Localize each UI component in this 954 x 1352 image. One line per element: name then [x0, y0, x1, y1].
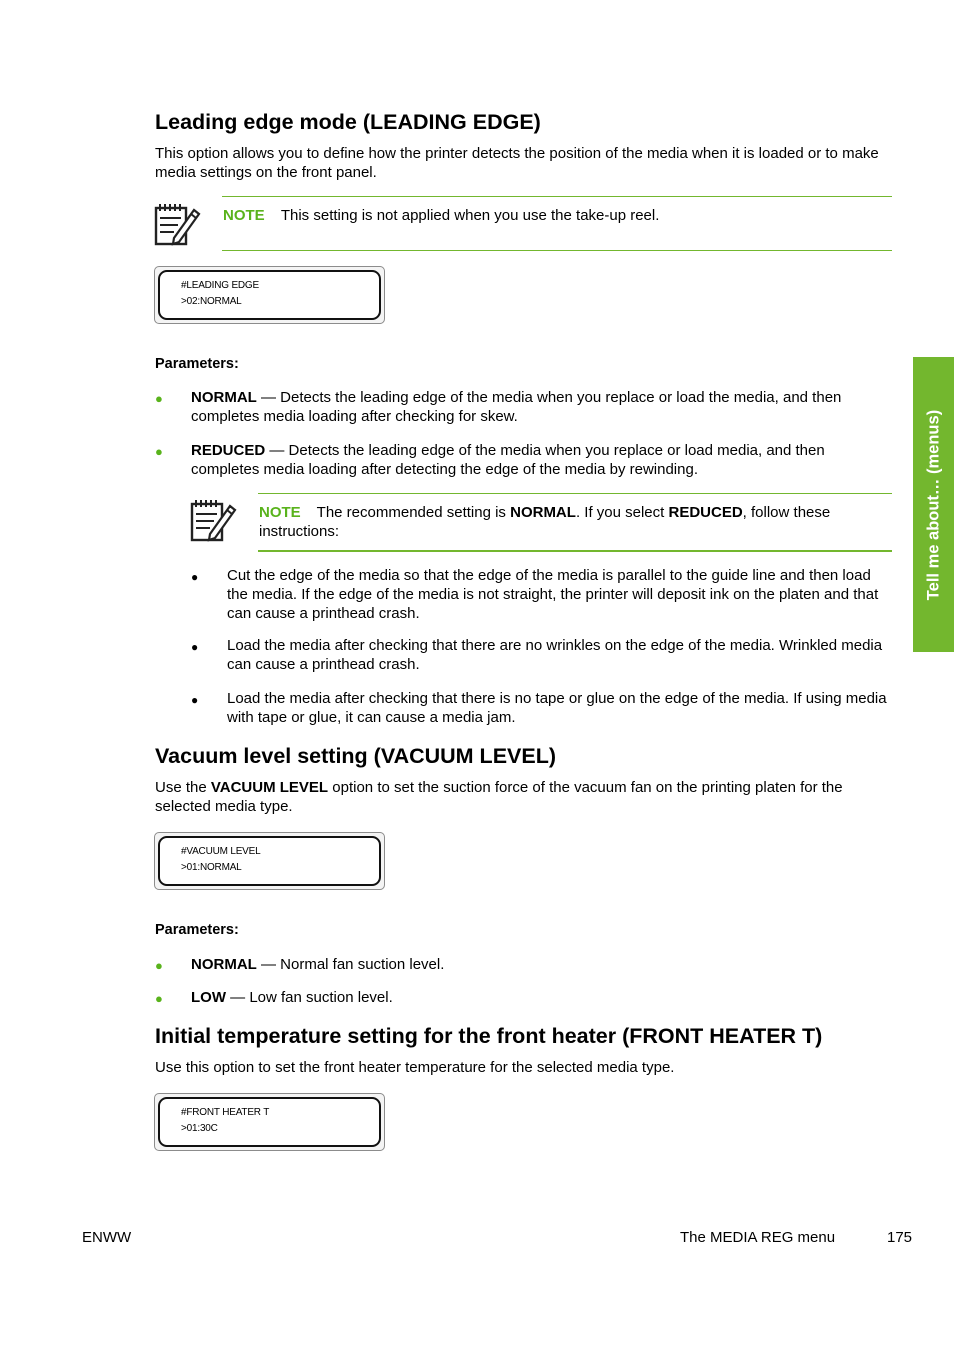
lcd-panel-leading-edge: [154, 266, 385, 324]
lcd-line-2: >01:30C: [181, 1123, 218, 1134]
list-item: Load the media after checking that there are no wrinkles on the edge of the media. Wrinkled media can cause a printhead crash.: [227, 637, 883, 673]
note-pencil-icon: [190, 496, 238, 544]
note-bottom-rule: [222, 250, 892, 251]
bullet-dot-icon: ●: [155, 958, 163, 973]
list-item: NORMAL — Normal fan suction level.: [191, 956, 445, 973]
section-heading-leading-edge: Leading edge mode (LEADING EDGE): [155, 110, 541, 134]
note-pencil-icon: [154, 200, 202, 248]
footer-section-title: The MEDIA REG menu: [680, 1229, 836, 1246]
footer-page-number: 175: [887, 1229, 913, 1246]
lcd-line-2: >01:NORMAL: [181, 862, 242, 873]
lcd-line-1: #LEADING EDGE: [181, 280, 259, 291]
list-item: Load the media after checking that there is no tape or glue on the edge of the media. If using media with tape or glue, it can cause a media jam.: [227, 690, 887, 726]
bullet-dot-icon: ●: [191, 693, 199, 707]
bullet-dot-icon: ●: [155, 991, 163, 1006]
note-top-rule: [222, 196, 892, 197]
note2-top-rule: [258, 493, 892, 494]
lcd-line-2: >02:NORMAL: [181, 296, 242, 307]
lcd-line-1: #FRONT HEATER T: [181, 1107, 270, 1118]
list-item: LOW — Low fan suction level.: [191, 989, 393, 1006]
section-intro: Use this option to set the front heater temperature for the selected media type.: [155, 1059, 675, 1076]
list-item: Cut the edge of the media so that the edge of the media is parallel to the guide line and then load the media. If the edge of the media is not straight, the printer will deposit ink on the platen and that can cause a printhead crash.: [227, 567, 879, 622]
note2-text: NOTE The recommended setting is NORMAL. If you select REDUCED, follow these instructions:: [259, 504, 831, 540]
side-tab-label: Tell me about… (menus): [924, 409, 942, 600]
section-intro: Use the VACUUM LEVEL option to set the suction force of the vacuum fan on the printing platen for the selected media type.: [155, 779, 843, 815]
bullet-dot-icon: ●: [191, 570, 199, 584]
footer-left: ENWW: [82, 1229, 132, 1246]
list-item: REDUCED — Detects the leading edge of the media when you replace or load media, and then completes media loading after detecting the edge of the media by rewinding.: [191, 442, 825, 478]
parameters-label: Parameters:: [155, 356, 239, 372]
note-label: NOTE: [223, 207, 265, 224]
parameters-label: Parameters:: [155, 922, 239, 938]
lcd-panel-front-heater: [154, 1093, 385, 1151]
lcd-line-1: #VACUUM LEVEL: [181, 846, 261, 857]
bullet-dot-icon: ●: [191, 640, 199, 654]
note2-bottom-rule: [258, 550, 892, 552]
section-heading-front-heater: Initial temperature setting for the front heater (FRONT HEATER T): [155, 1024, 823, 1048]
section-intro: This option allows you to define how the printer detects the position of the media when it is loaded or to make media settings on the front panel.: [155, 145, 879, 181]
section-heading-vacuum-level: Vacuum level setting (VACUUM LEVEL): [155, 744, 557, 768]
lcd-panel-vacuum-level: [154, 832, 385, 890]
side-tab: [913, 357, 954, 652]
bullet-dot-icon: ●: [155, 444, 163, 459]
list-item: NORMAL — Detects the leading edge of the media when you replace or load the media, and then completes media loading after checking for skew.: [191, 389, 842, 425]
bullet-dot-icon: ●: [155, 391, 163, 406]
note-text: This setting is not applied when you use the take-up reel.: [280, 207, 660, 224]
